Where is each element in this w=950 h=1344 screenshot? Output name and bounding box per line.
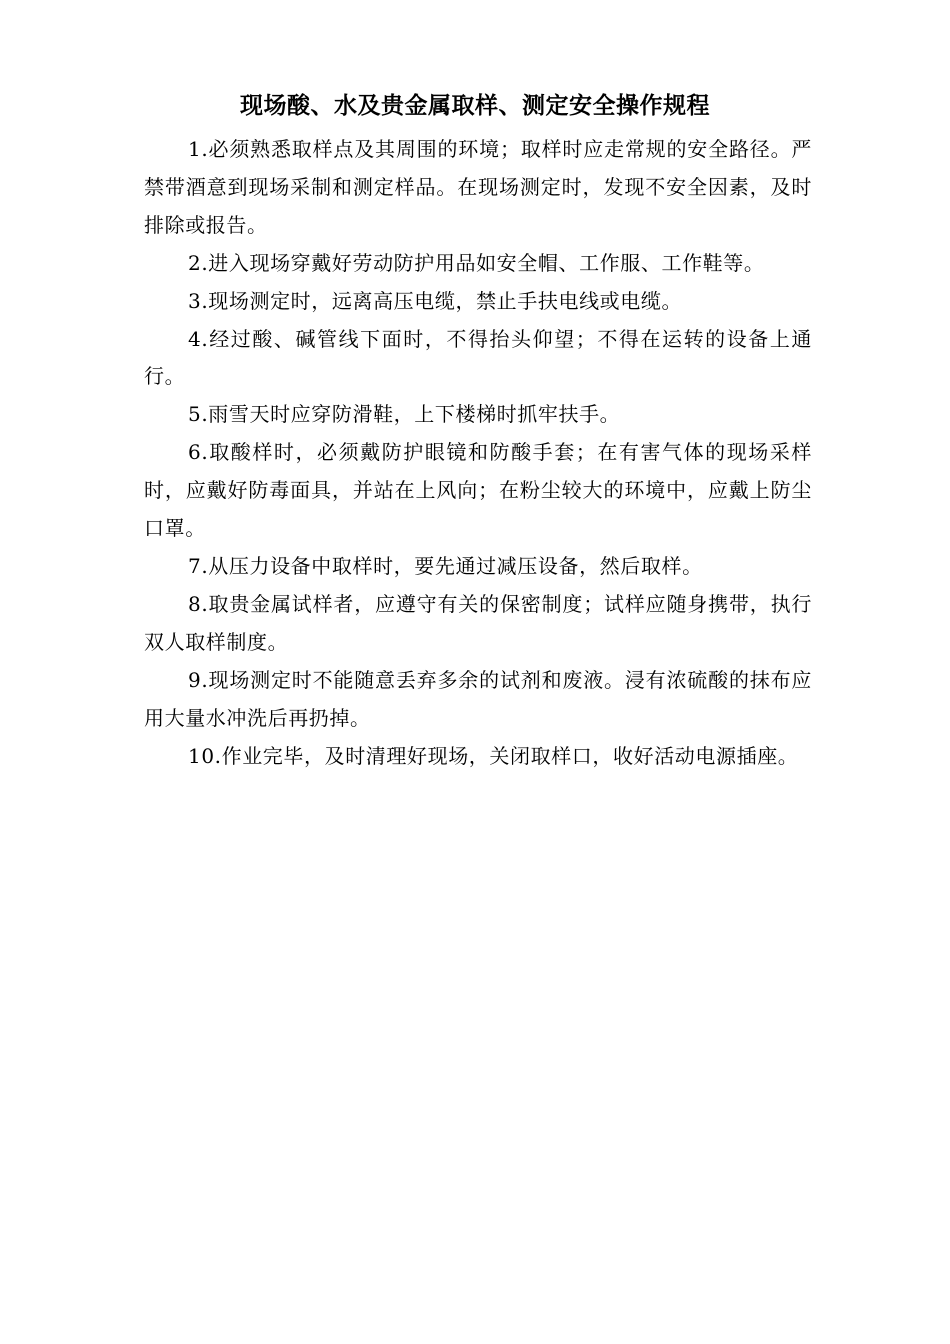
rule-paragraph-5: 5.雨雪天时应穿防滑鞋，上下楼梯时抓牢扶手。 <box>188 402 621 427</box>
rule-paragraph-10: 10.作业完毕，及时清理好现场，关闭取样口，收好活动电源插座。 <box>188 743 799 768</box>
rule-paragraph-7: 7.从压力设备中取样时，要先通过减压设备，然后取样。 <box>188 553 703 578</box>
rule-paragraph-8: 8.取贵金属试样者，应遵守有关的保密制度；试样应随身携带，执行双人取样制度。 <box>144 591 812 654</box>
rule-paragraph-2: 2.进入现场穿戴好劳动防护用品如安全帽、工作服、工作鞋等。 <box>188 250 765 275</box>
document-body <box>144 131 812 775</box>
rule-paragraph-9: 9.现场测定时不能随意丢弃多余的试剂和废液。浸有浓硫酸的抹布应用大量水冲洗后再扔掉。 <box>144 667 812 730</box>
rule-paragraph-6: 6.取酸样时，必须戴防护眼镜和防酸手套；在有害气体的现场采样时，应戴好防毒面具，并站在上风向；在粉尘较大的环境中，应戴上防尘口罩。 <box>144 440 812 541</box>
rule-paragraph-1: 1.必须熟悉取样点及其周围的环境；取样时应走常规的安全路径。严禁带酒意到现场采制和测定样品。在现场测定时，发现不安全因素，及时排除或报告。 <box>144 137 812 237</box>
rule-paragraph-3: 3.现场测定时，远离高压电缆，禁止手扶电线或电缆。 <box>188 288 683 313</box>
rule-paragraph-4: 4.经过酸、碱管线下面时，不得抬头仰望；不得在运转的设备上通行。 <box>144 326 812 389</box>
document-title: 现场酸、水及贵金属取样、测定安全操作规程 <box>240 93 710 119</box>
